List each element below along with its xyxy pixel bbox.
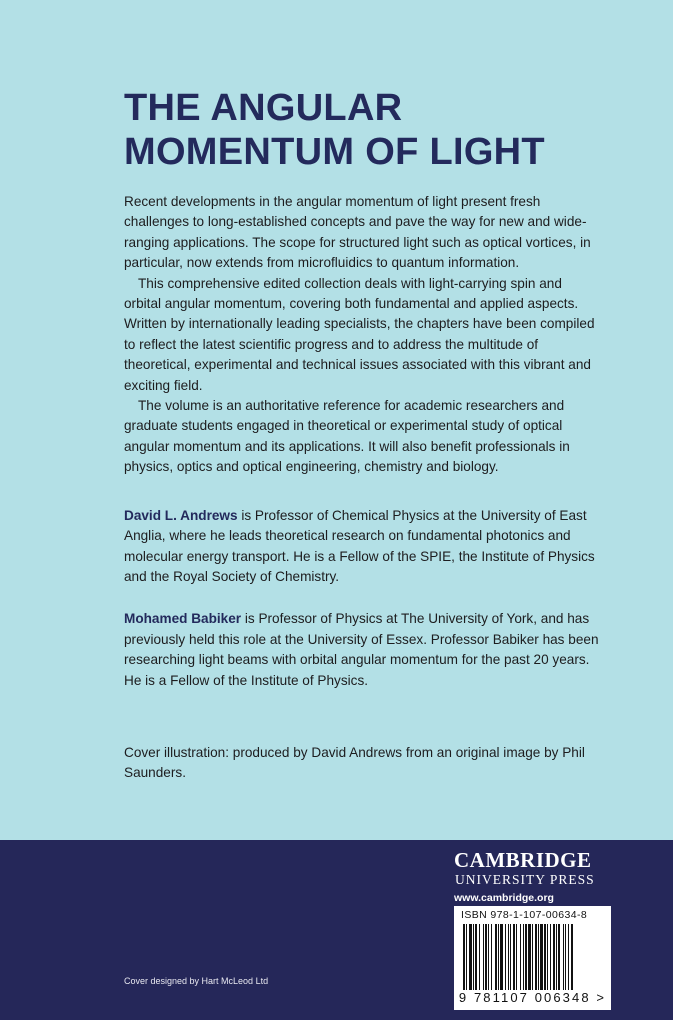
publisher-name: CAMBRIDGE <box>454 848 592 872</box>
publisher-logo <box>454 848 614 904</box>
barcode-bar <box>547 924 548 990</box>
isbn-barcode <box>454 906 611 1010</box>
barcode-bar <box>550 924 551 990</box>
barcode-bar <box>544 924 546 990</box>
back-cover-content <box>124 86 600 784</box>
barcode-bar <box>479 924 480 990</box>
barcode-icon <box>463 924 602 990</box>
blurb-paragraph: Recent developments in the angular momentum of light present fresh challenges to long-established concepts and pave the way for new and wide-ranging applications. The scope for structured light such as optical vortices, in particular, now extends from microfluidics to quantum information. <box>124 194 591 271</box>
barcode-bar <box>500 924 503 990</box>
barcode-bar <box>513 924 515 990</box>
cover-illustration-credit: Cover illustration: produced by David Andrews from an original image by Phil Saunders. <box>124 744 585 781</box>
blurb-paragraph: The volume is an authoritative reference for academic researchers and graduate students engaged in theoretical or experimental study of optical angular momentum and its applications. It will also benefit professionals in physics, optics and optical engineering, chemistry and biology. <box>124 398 570 475</box>
barcode-bar <box>558 924 560 990</box>
book-blurb <box>124 192 600 478</box>
cover-designer-credit: Cover designed by Hart McLeod Ltd <box>124 976 269 986</box>
barcode-bar <box>565 924 566 990</box>
barcode-bar <box>469 924 472 990</box>
barcode-bar <box>528 924 531 990</box>
author-name: Mohamed Babiker <box>124 611 242 627</box>
isbn-number: ISBN 978-1-107-00634-8 <box>461 909 588 921</box>
barcode-bar <box>568 924 569 990</box>
author-bio-babiker <box>124 609 600 691</box>
publisher-subtitle: UNIVERSITY PRESS <box>455 872 595 887</box>
barcode-bar <box>571 924 573 990</box>
barcode-bar <box>483 924 484 990</box>
barcode-bar <box>491 924 492 990</box>
barcode-bar <box>553 924 555 990</box>
author-bio-text: is Professor of Physics at The University of York, and has previously held this role at the University of Essex. Professor Babiker has been researching light beams with orbital angular momentum for the past 20 years. He is a Fellow of the Institute of Physics. <box>124 611 599 688</box>
barcode-bar <box>466 924 467 990</box>
barcode-bar <box>520 924 521 990</box>
barcode-bar <box>523 924 524 990</box>
barcode-bar <box>540 924 543 990</box>
author-bio-andrews <box>124 506 600 588</box>
barcode-bar <box>485 924 487 990</box>
barcode-bar <box>495 924 497 990</box>
blurb-paragraph: This comprehensive edited collection deals with light-carrying spin and orbital angular momentum, covering both fundamental and applied aspects. Written by internationally leading specialists, the chapters have been compiled to reflect the latest scientific progress and to address the multitude of theoretical, experimental and technical issues associated with this vibrant and exciting field. <box>124 275 595 393</box>
author-bio-text: is Professor of Chemical Physics at the University of East Anglia, where he leads theoretical research on fundamental photonics and molecular energy transport. He is a Fellow of the SPIE, the Institute of Physics and the Royal Society of Chemistry. <box>124 507 595 584</box>
barcode-bar <box>488 924 489 990</box>
barcode-bar <box>498 924 499 990</box>
barcode-bar <box>538 924 539 990</box>
barcode-bar <box>516 924 517 990</box>
barcode-bar <box>508 924 509 990</box>
barcode-bar <box>563 924 564 990</box>
barcode-bar <box>475 924 477 990</box>
title-line-2: MOMENTUM OF LIGHT <box>124 131 545 173</box>
barcode-bar <box>535 924 537 990</box>
publisher-footer <box>0 840 673 1020</box>
barcode-bar <box>532 924 533 990</box>
barcode-bar <box>473 924 474 990</box>
barcode-bar <box>463 924 465 990</box>
ean-digits: 9 781107 006348 > <box>458 990 607 1005</box>
author-name: David L. Andrews <box>124 507 238 523</box>
barcode-bar <box>505 924 506 990</box>
barcode-bar <box>510 924 511 990</box>
barcode-bar <box>556 924 557 990</box>
barcode-bar <box>525 924 527 990</box>
book-title <box>124 86 600 174</box>
title-line-1: THE ANGULAR <box>124 87 403 129</box>
publisher-url: www.cambridge.org <box>454 892 554 904</box>
